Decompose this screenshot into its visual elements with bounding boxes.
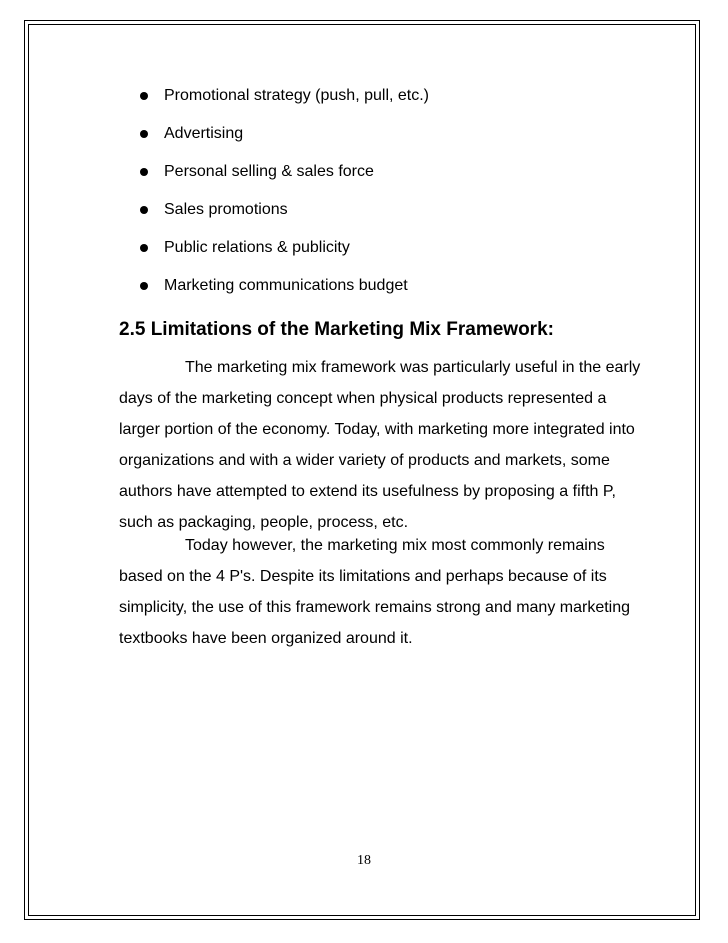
page-number: 18 — [357, 853, 371, 868]
list-item — [140, 86, 429, 124]
list-item — [140, 124, 429, 162]
bullet-icon — [140, 282, 148, 290]
list-item-text: Advertising — [164, 125, 244, 142]
list-item-text: Public relations & publicity — [164, 239, 350, 256]
list-item-text: Promotional strategy (push, pull, etc.) — [164, 87, 430, 104]
list-item — [140, 276, 429, 314]
body-paragraph: The marketing mix framework was particularly useful in the early days of the marketing concept when physical products represented a larger portion of the economy. Today, with marketing more integrated into organizations and with a wider variety of products and markets, some authors have attempted to extend its usefulness by proposing a fifth P, such as packaging, people, process, etc. — [119, 359, 641, 531]
bullet-icon — [140, 244, 148, 252]
list-item — [140, 200, 429, 238]
list-item-text: Personal selling & sales force — [164, 163, 374, 180]
body-paragraph: Today however, the marketing mix most commonly remains based on the 4 P's. Despite its limitations and perhaps because of its simplicity, the use of this framework remains strong and many marketing textbooks have been organized around it. — [119, 537, 631, 647]
bullet-icon — [140, 206, 148, 214]
section-heading: 2.5 Limitations of the Marketing Mix Framework: — [119, 319, 554, 340]
list-item-text: Sales promotions — [164, 201, 288, 218]
bullet-icon — [140, 92, 148, 100]
bullet-icon — [140, 130, 148, 138]
bullet-list — [140, 86, 429, 314]
list-item — [140, 162, 429, 200]
list-item-text: Marketing communications budget — [164, 277, 408, 294]
bullet-icon — [140, 168, 148, 176]
list-item — [140, 238, 429, 276]
